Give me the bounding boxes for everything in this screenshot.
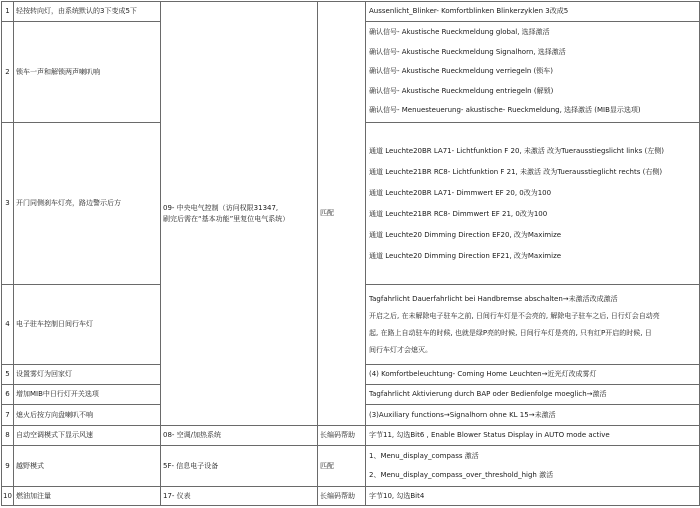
detail-line: Aussenlicht_Blinker- Komfortblinken Blinkerzyklen 3改成5 [369, 7, 569, 15]
detail-line: 2、Menu_display_compass_over_threshold_high 激活 [369, 471, 554, 479]
detail-line: 通道 Leuchte21BR RC8- Lichtfunktion F 21, 未激活 改为Tuerausstieglicht rechts (右侧) [369, 167, 663, 176]
feature-cell: 燃油加注量 [14, 487, 161, 506]
system-cell: 5F- 信息电子设备 [161, 446, 318, 487]
feature-cell: 越野模式 [14, 446, 161, 487]
detail-line: 确认信号- Menuesteuerung- akustische- Rueckmeldung, 选择激活 (MIB显示选项) [369, 106, 641, 115]
detail-cell [366, 426, 700, 446]
detail-line: 通道 Leuchte21BR RC8- Dimmwert EF 21, 0改为100 [369, 209, 548, 218]
feature-cell: 开门同侧刹车灯亮，路边警示后方 [14, 123, 161, 285]
table-row [2, 2, 700, 22]
detail-line: 开启之后, 在未解除电子驻车之前, 日间行车灯是不会亮的, 解除电子驻车之后, 日行灯会自动亮 [369, 311, 660, 320]
detail-cell [366, 487, 700, 506]
row-number: 6 [2, 385, 14, 405]
feature-cell: 自动空调模式下显示风速 [14, 426, 161, 446]
method-cell: 匹配 [318, 2, 366, 426]
detail-cell [366, 405, 700, 426]
coding-table [1, 1, 700, 506]
row-number: 2 [2, 22, 14, 123]
row-number: 8 [2, 426, 14, 446]
feature-cell: 增加MIB中日行灯开关选项 [14, 385, 161, 405]
detail-cell [366, 385, 700, 405]
detail-line: 通道 Leuchte20 Dimming Direction EF21, 改为Maximize [369, 251, 562, 260]
row-number: 10 [2, 487, 14, 506]
method-cell: 长编码帮助 [318, 487, 366, 506]
row-number: 1 [2, 2, 14, 22]
detail-line: 通道 Leuchte20BR LA71- Dimmwert EF 20, 0改为100 [369, 188, 552, 197]
system-cell: 17- 仪表 [161, 487, 318, 506]
table-row [2, 446, 700, 487]
method-cell: 匹配 [318, 446, 366, 487]
feature-cell: 锁车一声和解锁两声喇叭响 [14, 22, 161, 123]
detail-line: 起, 在路上自动驻车的时候, 也就是绿P亮的时候, 日间行车灯是亮的, 只有红P开启的时候, 日 [369, 328, 652, 337]
detail-line: (3)Auxiliary functions→Signalhorn ohne KL 15→未激活 [369, 410, 556, 419]
detail-cell [366, 365, 700, 385]
detail-line: 确认信号- Akustische Rueckmeldung global, 选择激活 [369, 28, 550, 37]
detail-line: (4) Komfortbeleuchtung- Coming Home Leuchten→近光灯改成雾灯 [369, 370, 597, 378]
detail-line: Tagfahrlicht Aktivierung durch BAP oder Bedienfolge moeglich→激活 [369, 390, 607, 398]
row-number: 9 [2, 446, 14, 487]
row-number: 4 [2, 285, 14, 365]
detail-cell [366, 2, 700, 22]
feature-cell: 设置雾灯为回家灯 [14, 365, 161, 385]
table-row [2, 426, 700, 446]
detail-line: 字节11, 勾选Bit6 , Enable Blower Status Display in AUTO mode active [369, 431, 610, 439]
detail-line: 通道 Leuchte20 Dimming Direction EF20, 改为Maximize [369, 230, 562, 239]
detail-cell [366, 285, 700, 365]
row-number: 5 [2, 365, 14, 385]
detail-cell [366, 22, 700, 123]
detail-line: 通道 Leuchte20BR LA71- Lichtfunktion F 20, 未激活 改为Tuerausstiegslicht links (左侧) [369, 146, 664, 155]
feature-cell: 电子驻车控制日间行车灯 [14, 285, 161, 365]
detail-line: 确认信号- Akustische Rueckmeldung verriegeln (锁车) [369, 67, 554, 76]
table-row [2, 487, 700, 506]
feature-cell: 轻按转向灯，由系统默认的3下变成5下 [14, 2, 161, 22]
method-cell: 长编码帮助 [318, 426, 366, 446]
system-cell: 09- 中央电气控制（访问权限31347, 刷完后需在“基本功能”里复位电气系统） [161, 2, 318, 426]
detail-line: 确认信号- Akustische Rueckmeldung entriegeln (解锁) [369, 86, 554, 95]
system-cell: 08- 空调/加热系统 [161, 426, 318, 446]
detail-line: 字节10, 勾选Bit4 [369, 491, 425, 500]
detail-cell [366, 123, 700, 285]
row-number: 7 [2, 405, 14, 426]
row-number: 3 [2, 123, 14, 285]
detail-line: Tagfahrlicht Dauerfahrlicht bei Handbremse abschalten→未激活改成激活 [369, 294, 618, 303]
detail-line: 间行车灯才会熄灭。 [369, 345, 432, 354]
detail-cell [366, 446, 700, 487]
feature-cell: 熄火后按方向盘喇叭不响 [14, 405, 161, 426]
detail-line: 确认信号- Akustische Rueckmeldung Signalhorn, 选择激活 [369, 47, 566, 56]
detail-line: 1、Menu_display_compass 激活 [369, 452, 479, 460]
